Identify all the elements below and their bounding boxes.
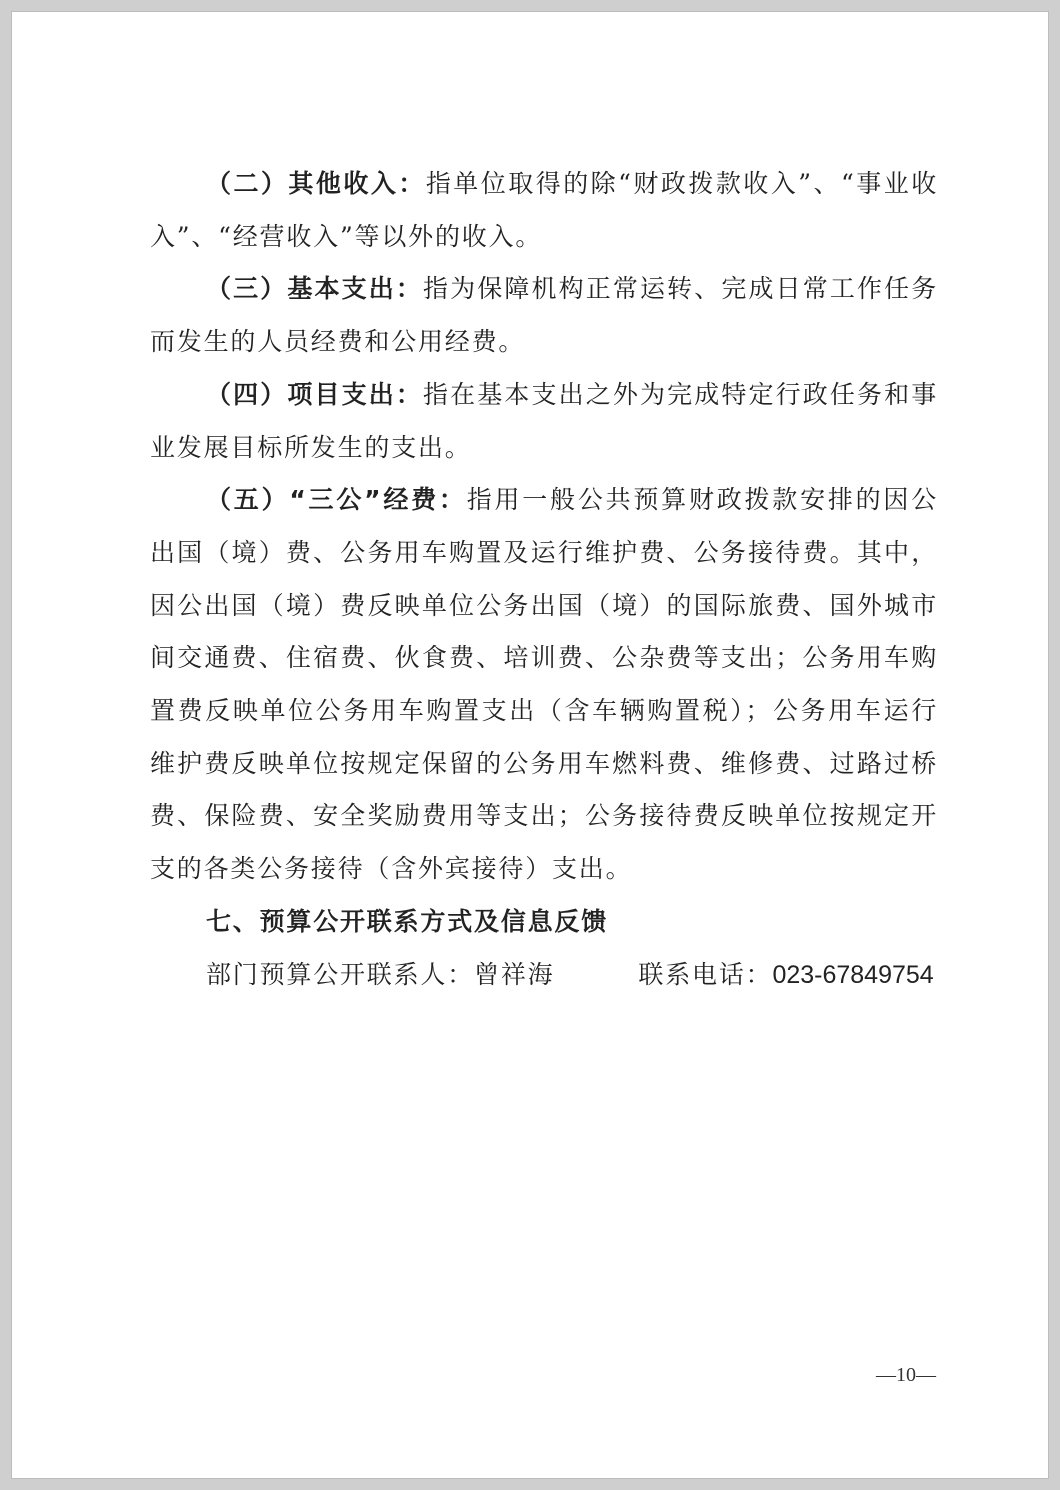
contact-phone-label: 联系电话： <box>638 959 773 989</box>
contact-person-name: 曾祥海 <box>474 959 555 989</box>
paragraph-lead: （二）其他收入： <box>206 169 426 198</box>
paragraph-lead: （五）“三公”经费： <box>206 485 467 515</box>
page-number: —10— <box>876 1364 936 1386</box>
paragraph-body: 指单位取得的除“财政拨款收入”、“事业收入”、“经营收入”等以外的收入。 <box>150 169 938 251</box>
document-page <box>12 12 1048 1478</box>
paragraph-lead: （四）项目支出： <box>206 379 423 409</box>
paragraph-body: 指用一般公共预算财政拨款安排的因公出国（境）费、公务用车购置及运行维护费、公务接待费。其中，因公出国（境）费反映单位公务出国（境）的国际旅费、国外城市间交通费、住宿费、伙食费、培训费、公杂费等支出；公务用车购置费反映单位公务用车购置支出（含车辆购置税）；公务用车运行维护费反映单位按规定保留的公务用车燃料费、维修费、过路过桥费、保险费、安全奖励费用等支出；公务接待费反映单位按规定开支的各类公务接待（含外宾接待）支出。 <box>150 485 938 884</box>
contact-line <box>150 949 938 1002</box>
paragraph-lead: （三）基本支出： <box>206 274 423 304</box>
paragraph-other-income <box>150 158 938 263</box>
paragraph-project-expenditure <box>150 369 938 474</box>
paragraph-body: 指在基本支出之外为完成特定行政任务和事业发展目标所发生的支出。 <box>150 379 938 462</box>
contact-person-label: 部门预算公开联系人： <box>206 959 475 989</box>
paragraph-basic-expenditure <box>150 263 938 368</box>
paragraph-three-public-expenses <box>150 474 938 896</box>
document-body <box>150 158 938 1001</box>
paragraph-body: 指为保障机构正常运转、完成日常工作任务而发生的人员经费和公用经费。 <box>150 274 938 357</box>
section-heading: 七、预算公开联系方式及信息反馈 <box>206 906 609 936</box>
contact-phone-number: 023-67849754 <box>772 960 934 989</box>
